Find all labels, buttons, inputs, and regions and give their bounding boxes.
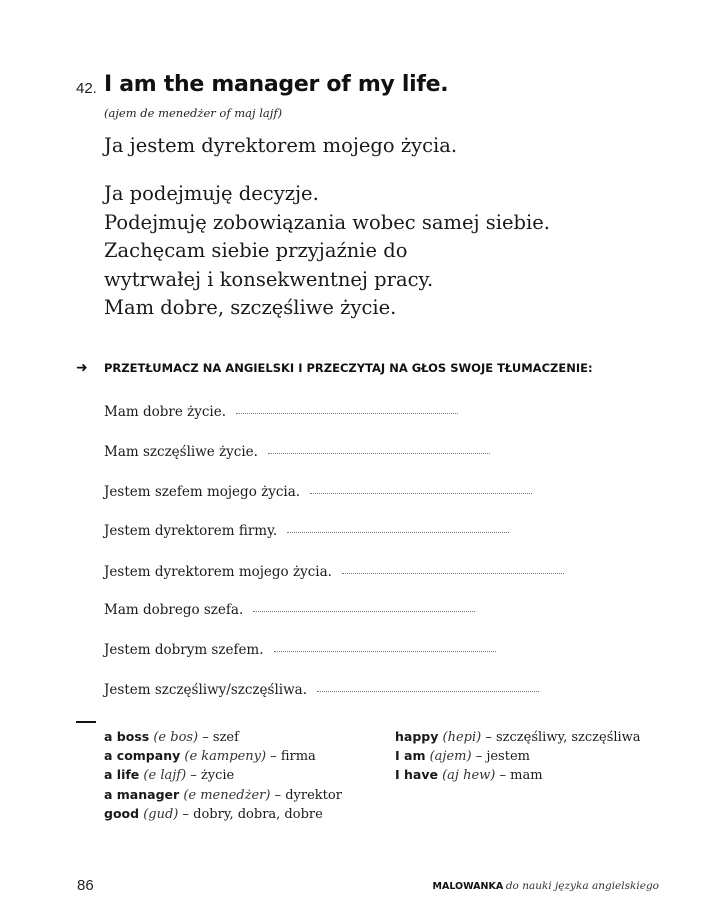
vocab-meaning: – firma <box>270 749 316 765</box>
answer-line[interactable] <box>310 492 532 494</box>
lesson-title: I am the manager of my life. <box>104 72 449 97</box>
vocab-pron: (gud) <box>143 806 179 822</box>
affirmation-line: Mam dobre, szczęśliwe życie. <box>104 296 397 319</box>
vocab-pron: (e menedżer) <box>183 787 271 803</box>
exercise-sentence: Jestem dobrym szefem. <box>104 642 264 658</box>
exercise-row <box>104 682 539 698</box>
vocab-word: a company <box>104 748 181 764</box>
exercise-sentence: Mam szczęśliwe życie. <box>104 444 258 460</box>
vocabulary-right <box>395 728 641 786</box>
affirmation-line: Ja podejmuję decyzje. <box>104 182 319 205</box>
brand-name: MALOWANKA <box>432 881 504 892</box>
affirmation-line: Zachęcam siebie przyjaźnie do <box>104 239 408 262</box>
exercise-row <box>104 484 532 500</box>
vocab-pron: (hepi) <box>442 730 482 745</box>
instruction-text: PRZETŁUMACZ NA ANGIELSKI I PRZECZYTAJ NA GŁOS SWOJE TŁUMACZENIE: <box>104 361 593 375</box>
answer-line[interactable] <box>342 572 564 574</box>
footer-brand <box>433 880 659 892</box>
vocab-entry <box>104 805 342 824</box>
brand-subtitle: do nauki języka angielskiego <box>505 880 659 892</box>
vocab-word: a manager <box>104 786 180 802</box>
vocab-entry <box>104 786 342 805</box>
right-arrow-icon: ➜ <box>76 360 88 376</box>
vocab-entry <box>395 728 641 747</box>
vocab-pron: (ajem) <box>429 749 472 765</box>
exercise-instruction <box>76 360 593 376</box>
vocab-word: I have <box>395 767 438 783</box>
vocab-pron: (aj hew) <box>442 768 496 784</box>
exercise-sentence: Mam dobrego szefa. <box>104 602 244 618</box>
answer-line[interactable] <box>268 452 490 454</box>
vocab-word: a life <box>104 767 140 783</box>
vocab-entry <box>395 747 641 766</box>
page-number: 86 <box>77 877 94 894</box>
exercise-row <box>104 523 509 539</box>
vocab-meaning: – jestem <box>475 749 530 765</box>
vocab-meaning: – szef <box>202 730 239 745</box>
lesson-translation: Ja jestem dyrektorem mojego życia. <box>104 134 458 157</box>
vocab-meaning: – dobry, dobra, dobre <box>182 806 323 822</box>
lesson-number: 42. <box>76 80 97 97</box>
affirmation-line: Podejmuję zobowiązania wobec samej siebie. <box>104 210 551 234</box>
answer-line[interactable] <box>236 412 458 414</box>
vocab-word: I am <box>395 748 426 764</box>
vocabulary-left <box>104 728 342 824</box>
exercise-row <box>104 642 496 658</box>
vocab-word: good <box>104 805 140 821</box>
vocab-pron: (e kampeny) <box>184 749 267 765</box>
exercise-row <box>104 602 475 618</box>
vocab-meaning: – życie <box>190 768 235 784</box>
exercise-row <box>104 404 458 420</box>
affirmations <box>104 180 550 323</box>
exercise-row <box>104 564 564 580</box>
vocab-entry <box>104 728 342 747</box>
exercise-sentence: Jestem dyrektorem mojego życia. <box>104 564 332 580</box>
exercise-row <box>104 444 490 460</box>
answer-line[interactable] <box>287 531 509 533</box>
exercise-sentence: Jestem szefem mojego życia. <box>104 484 301 500</box>
vocab-entry <box>395 766 641 785</box>
vocab-meaning: – szczęśliwy, szczęśliwa <box>485 730 641 745</box>
vocab-pron: (e bos) <box>153 730 199 745</box>
exercise-sentence: Jestem szczęśliwy/szczęśliwa. <box>104 682 307 698</box>
vocab-word: happy <box>395 729 439 744</box>
affirmation-line: wytrwałej i konsekwentnej pracy. <box>104 267 434 291</box>
vocab-entry <box>104 747 342 766</box>
answer-line[interactable] <box>274 650 496 652</box>
exercise-sentence: Jestem dyrektorem firmy. <box>104 523 278 539</box>
vocab-meaning: – dyrektor <box>274 787 342 803</box>
vocab-pron: (e lajf) <box>143 768 187 784</box>
vocab-word: a boss <box>104 729 150 744</box>
vocabulary-divider <box>76 721 96 723</box>
vocab-entry <box>104 766 342 785</box>
exercise-sentence: Mam dobre życie. <box>104 404 227 420</box>
answer-line[interactable] <box>253 610 475 612</box>
lesson-pronunciation: (ajem de menedżer of maj lajf) <box>104 106 283 120</box>
vocab-meaning: – mam <box>499 768 543 784</box>
answer-line[interactable] <box>317 690 539 692</box>
